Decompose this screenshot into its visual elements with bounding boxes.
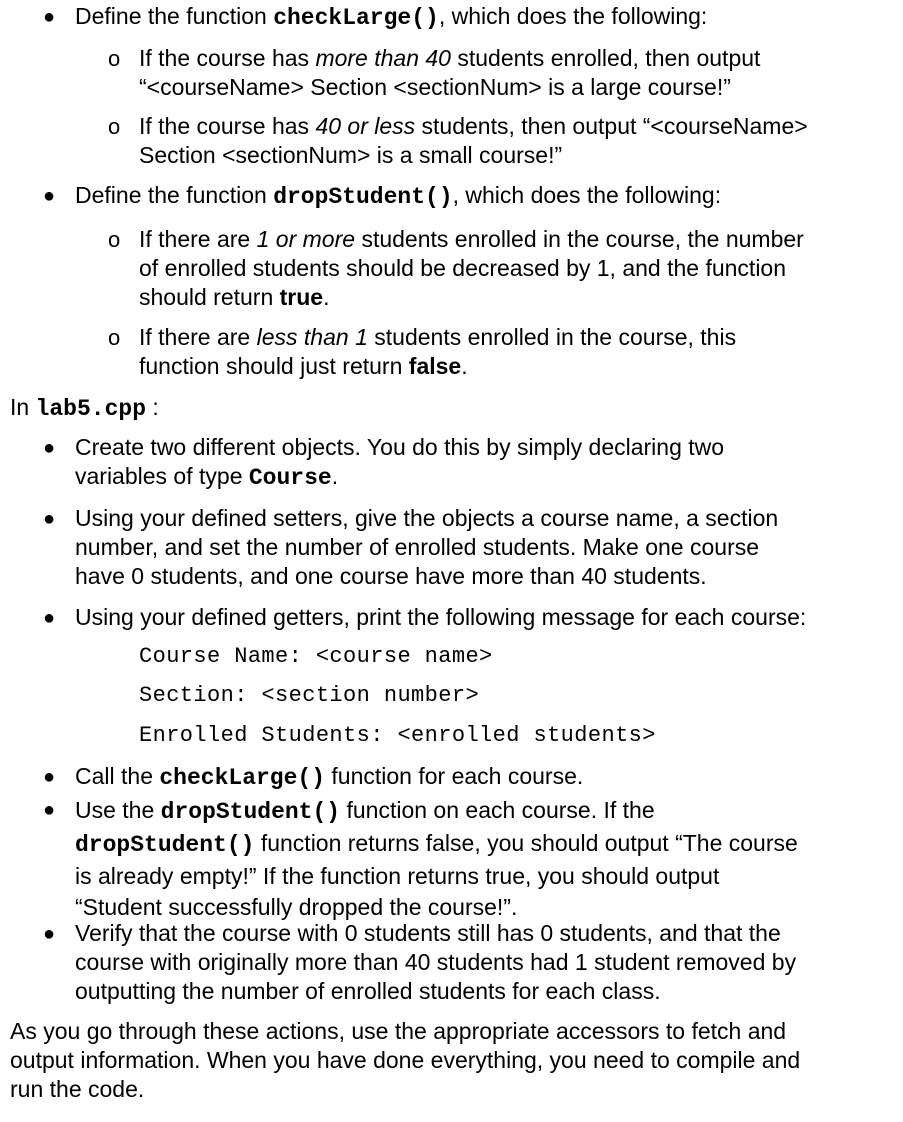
keyword-true: true [279, 284, 324, 310]
code-dropstudent: dropStudent() [160, 799, 341, 825]
circle-bullet-icon: o [108, 114, 121, 139]
text: should return [139, 284, 280, 310]
text: of enrolled students should be decreased by 1, and the function [139, 255, 787, 281]
text: Define the function [75, 3, 274, 29]
checklarge-sub-item-2 [139, 112, 808, 170]
bullet-icon: ● [43, 185, 56, 207]
text: . [323, 284, 330, 310]
text: “Student successfully dropped the course!”. [75, 894, 518, 920]
text: Use the [75, 797, 161, 823]
getters-item [75, 603, 806, 632]
text: students enrolled in the course, the number [355, 226, 804, 252]
text: : [146, 394, 159, 420]
bullet-icon: ● [43, 766, 56, 788]
text: Verify that the course with 0 students still has 0 students, and that the [75, 920, 781, 946]
keyword-false: false [408, 353, 462, 379]
bullet-icon: ● [43, 508, 56, 530]
create-objects-item [75, 433, 724, 493]
text: Using your defined setters, give the objects a course name, a section [75, 505, 779, 531]
text: output information. When you have done everything, you need to compile and [10, 1047, 801, 1073]
checklarge-sub-item-1 [139, 44, 760, 102]
bullet-icon: ● [43, 923, 56, 945]
code-checklarge: checkLarge() [159, 765, 326, 791]
text: . [461, 353, 468, 379]
text: variables of type [75, 463, 249, 489]
text: Section <sectionNum> is a small course!” [139, 142, 563, 168]
lab5-heading [10, 393, 159, 424]
bullet-icon: ● [43, 799, 56, 821]
code-line-section: Section: <section number> [139, 683, 480, 708]
text: function should just return [139, 353, 409, 379]
text: If there are [139, 324, 257, 350]
dropstudent-sub-item-1 [139, 225, 804, 312]
code-line-enrolled-students: Enrolled Students: <enrolled students> [139, 723, 656, 748]
setters-item [75, 504, 778, 591]
text: students enrolled in the course, this [367, 324, 737, 350]
text: If the course has [139, 45, 316, 71]
bullet-icon: ● [43, 6, 56, 28]
text: have 0 students, and one course have more than 40 students. [75, 563, 707, 589]
text: students enrolled, then output [450, 45, 761, 71]
emphasis: 40 or less [315, 113, 416, 139]
text: Call the [75, 763, 160, 789]
text: students, then output “<courseName> [415, 113, 808, 139]
text: Define the function [75, 182, 274, 208]
text: number, and set the number of enrolled students. Make one course [75, 534, 760, 560]
text: function returns false, you should output “The course [254, 830, 798, 856]
closing-paragraph [10, 1017, 800, 1104]
text: , which does the following: [438, 3, 708, 29]
use-dropstudent-item [75, 795, 798, 923]
text: Create two different objects. You do this by simply declaring two [75, 434, 725, 460]
code-checklarge: checkLarge() [273, 5, 439, 31]
circle-bullet-icon: o [108, 46, 121, 71]
text: In [10, 394, 36, 420]
text: course with originally more than 40 students had 1 student removed by [75, 949, 797, 975]
text: , which does the following: [452, 182, 722, 208]
code-lab5-filename: lab5.cpp [35, 396, 146, 422]
bullet-icon: ● [43, 607, 56, 629]
code-line-course-name: Course Name: <course name> [139, 644, 493, 669]
text: is already empty!” If the function returns true, you should output [75, 863, 720, 889]
dropstudent-sub-item-2 [139, 323, 736, 381]
circle-bullet-icon: o [108, 325, 121, 350]
code-course-type: Course [248, 465, 332, 491]
text: function on each course. If the [340, 797, 655, 823]
verify-item [75, 919, 796, 1006]
text: “<courseName> Section <sectionNum> is a large course!” [139, 74, 731, 100]
emphasis: 1 or more [256, 226, 356, 252]
text: As you go through these actions, use the appropriate accessors to fetch and [10, 1018, 787, 1044]
text: If the course has [139, 113, 316, 139]
text: If there are [139, 226, 257, 252]
emphasis: less than 1 [256, 324, 368, 350]
code-dropstudent: dropStudent() [75, 832, 255, 858]
code-dropstudent: dropStudent() [273, 184, 453, 210]
text: function for each course. [325, 763, 584, 789]
define-dropstudent-item [75, 181, 721, 212]
define-checklarge-item [75, 2, 707, 33]
text: Using your defined getters, print the following message for each course: [75, 604, 807, 630]
text: run the code. [10, 1076, 145, 1102]
call-checklarge-item [75, 762, 583, 793]
text: outputting the number of enrolled students for each class. [75, 978, 661, 1004]
bullet-icon: ● [43, 437, 56, 459]
text: . [331, 463, 339, 489]
emphasis: more than 40 [315, 45, 451, 71]
circle-bullet-icon: o [108, 227, 121, 252]
